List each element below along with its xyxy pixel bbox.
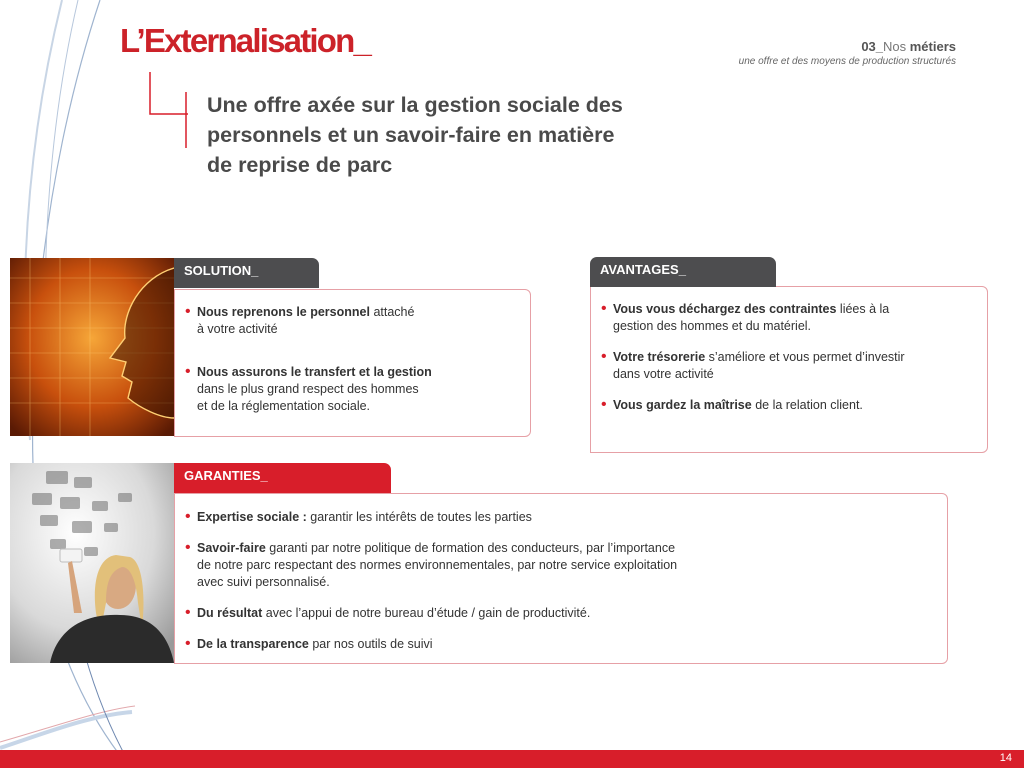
item-text: avec l’appui de notre bureau d’étude / gain de productivité. (262, 606, 591, 620)
headline-line: de reprise de parc (207, 153, 393, 177)
item-text: garantir les intérêts de toutes les parties (306, 510, 532, 524)
item-bold: Vous vous déchargez des contraintes (613, 302, 837, 316)
list-item (185, 540, 935, 591)
solution-list (185, 304, 515, 415)
section-nos: Nos (883, 39, 910, 54)
section-metiers: métiers (909, 39, 956, 54)
item-text: à votre activité (197, 322, 278, 336)
bullet-icon: • (601, 348, 607, 365)
item-text: et de la réglementation sociale. (197, 399, 371, 413)
item-text: dans votre activité (613, 367, 714, 381)
item-text: garanti par notre politique de formation des conducteurs, par l’importance (265, 541, 676, 555)
item-text: gestion des hommes et du matériel. (613, 319, 812, 333)
garanties-box (174, 493, 948, 664)
item-text: par nos outils de suivi (308, 637, 433, 651)
item-text: de notre parc respectant des normes environnementales, par notre service exploitation (197, 558, 678, 572)
solution-photo (10, 258, 174, 436)
list-item (601, 301, 976, 335)
solution-box (174, 289, 531, 437)
section-subtitle: une offre et des moyens de production structurés (738, 56, 956, 67)
garanties-photo (10, 463, 174, 663)
bullet-icon: • (185, 635, 191, 652)
list-item (185, 605, 935, 622)
bullet-icon: • (601, 396, 607, 413)
avantages-list (601, 301, 976, 414)
list-item (185, 304, 515, 338)
tab-solution: SOLUTION_ (174, 258, 319, 288)
section-number: 03_ (861, 39, 884, 54)
section-header (739, 39, 956, 67)
bullet-icon: • (185, 508, 191, 525)
list-item (185, 636, 935, 653)
item-bold: Vous gardez la maîtrise (613, 398, 752, 412)
tab-garanties: GARANTIES_ (174, 463, 391, 493)
bullet-icon: • (185, 303, 191, 320)
headline (207, 90, 727, 180)
page-title: L’Externalisation_ (120, 22, 371, 59)
bullet-icon: • (601, 300, 607, 317)
item-text: de la relation client. (751, 398, 863, 412)
list-item (601, 349, 976, 383)
item-bold: Du résultat (197, 606, 263, 620)
item-bold: Votre trésorerie (613, 350, 706, 364)
item-bold: Nous reprenons le personnel (197, 305, 370, 319)
garanties-list (185, 509, 935, 653)
item-text: s’améliore et vous permet d’investir (705, 350, 905, 364)
avantages-box (590, 286, 988, 453)
item-text: attaché (369, 305, 415, 319)
item-text: avec suivi personnalisé. (197, 575, 330, 589)
page-number: 14 (999, 752, 1012, 764)
section-label (739, 39, 956, 54)
bullet-icon: • (185, 539, 191, 556)
headline-line: personnels et un savoir-faire en matière (207, 123, 615, 147)
bullet-icon: • (185, 604, 191, 621)
headline-line: Une offre axée sur la gestion sociale des (207, 93, 623, 117)
item-bold: De la transparence (197, 637, 309, 651)
list-item (601, 397, 976, 414)
bullet-icon: • (185, 363, 191, 380)
tab-avantages: AVANTAGES_ (590, 257, 776, 287)
list-item (185, 364, 515, 415)
item-bold: Expertise sociale : (197, 510, 307, 524)
item-text: dans le plus grand respect des hommes (197, 382, 419, 396)
item-text: liées à la (836, 302, 890, 316)
list-item (185, 509, 935, 526)
bracket-decoration (148, 72, 188, 148)
item-bold: Nous assurons le transfert et la gestion (197, 365, 432, 379)
item-bold: Savoir-faire (197, 541, 266, 555)
footer-bar (0, 750, 1024, 768)
